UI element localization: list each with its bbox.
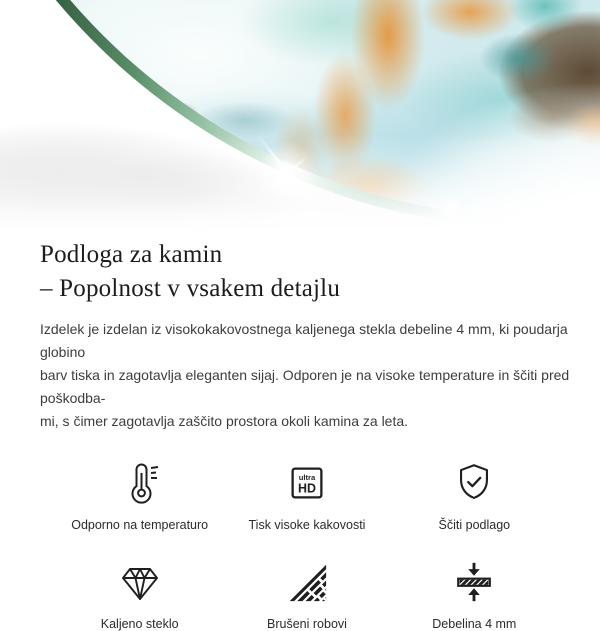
product-description <box>40 318 570 433</box>
feature-label: Brušeni robovi <box>267 617 347 631</box>
description-line: Izdelek je izdelan iz visokokakovostnega kaljenega stekla debeline 4 mm, ki poudarja globino <box>40 321 568 360</box>
ultra-hd-icon <box>284 457 330 509</box>
thermometer-icon <box>116 457 164 509</box>
feature-label: Tisk visoke kakovosti <box>248 518 366 532</box>
title-line-2: – Popolnost v vsakem detajlu <box>40 275 341 302</box>
ultra-hd-icon-text-bottom: HD <box>298 481 316 496</box>
feature-label: Debelina 4 mm <box>432 617 517 631</box>
feature-print-quality <box>223 457 390 532</box>
diamond-icon <box>116 556 164 608</box>
feature-protects <box>391 457 558 532</box>
feature-label: Ščiti podlago <box>438 518 511 532</box>
product-info-section <box>0 232 600 631</box>
corner-white-fade <box>0 0 600 232</box>
shield-check-icon <box>451 457 497 509</box>
thickness-icon <box>451 556 497 608</box>
feature-thickness <box>391 556 558 631</box>
edge-glint <box>438 196 464 222</box>
feature-label: Kaljeno steklo <box>100 617 179 631</box>
feature-tempered-glass <box>56 556 223 631</box>
title-line-1: Podloga za kamin <box>40 241 223 268</box>
feature-label: Odporno na temperaturo <box>71 518 209 532</box>
ultra-hd-icon-text-top: ultra <box>298 473 316 483</box>
beveled-edges-icon <box>285 556 329 608</box>
description-line: barv tiska in zagotavlja eleganten sijaj. Odporen je na visoke temperature in ščiti pred poškodba- <box>40 367 570 406</box>
description-line: mi, s čimer zagotavlja zaščito prostora okoli kamina za leta. <box>40 413 409 429</box>
page-title <box>40 238 570 306</box>
hero-product-photo <box>0 0 600 232</box>
feature-beveled-edges <box>223 556 390 631</box>
feature-temperature <box>56 457 223 532</box>
feature-grid <box>40 457 570 631</box>
